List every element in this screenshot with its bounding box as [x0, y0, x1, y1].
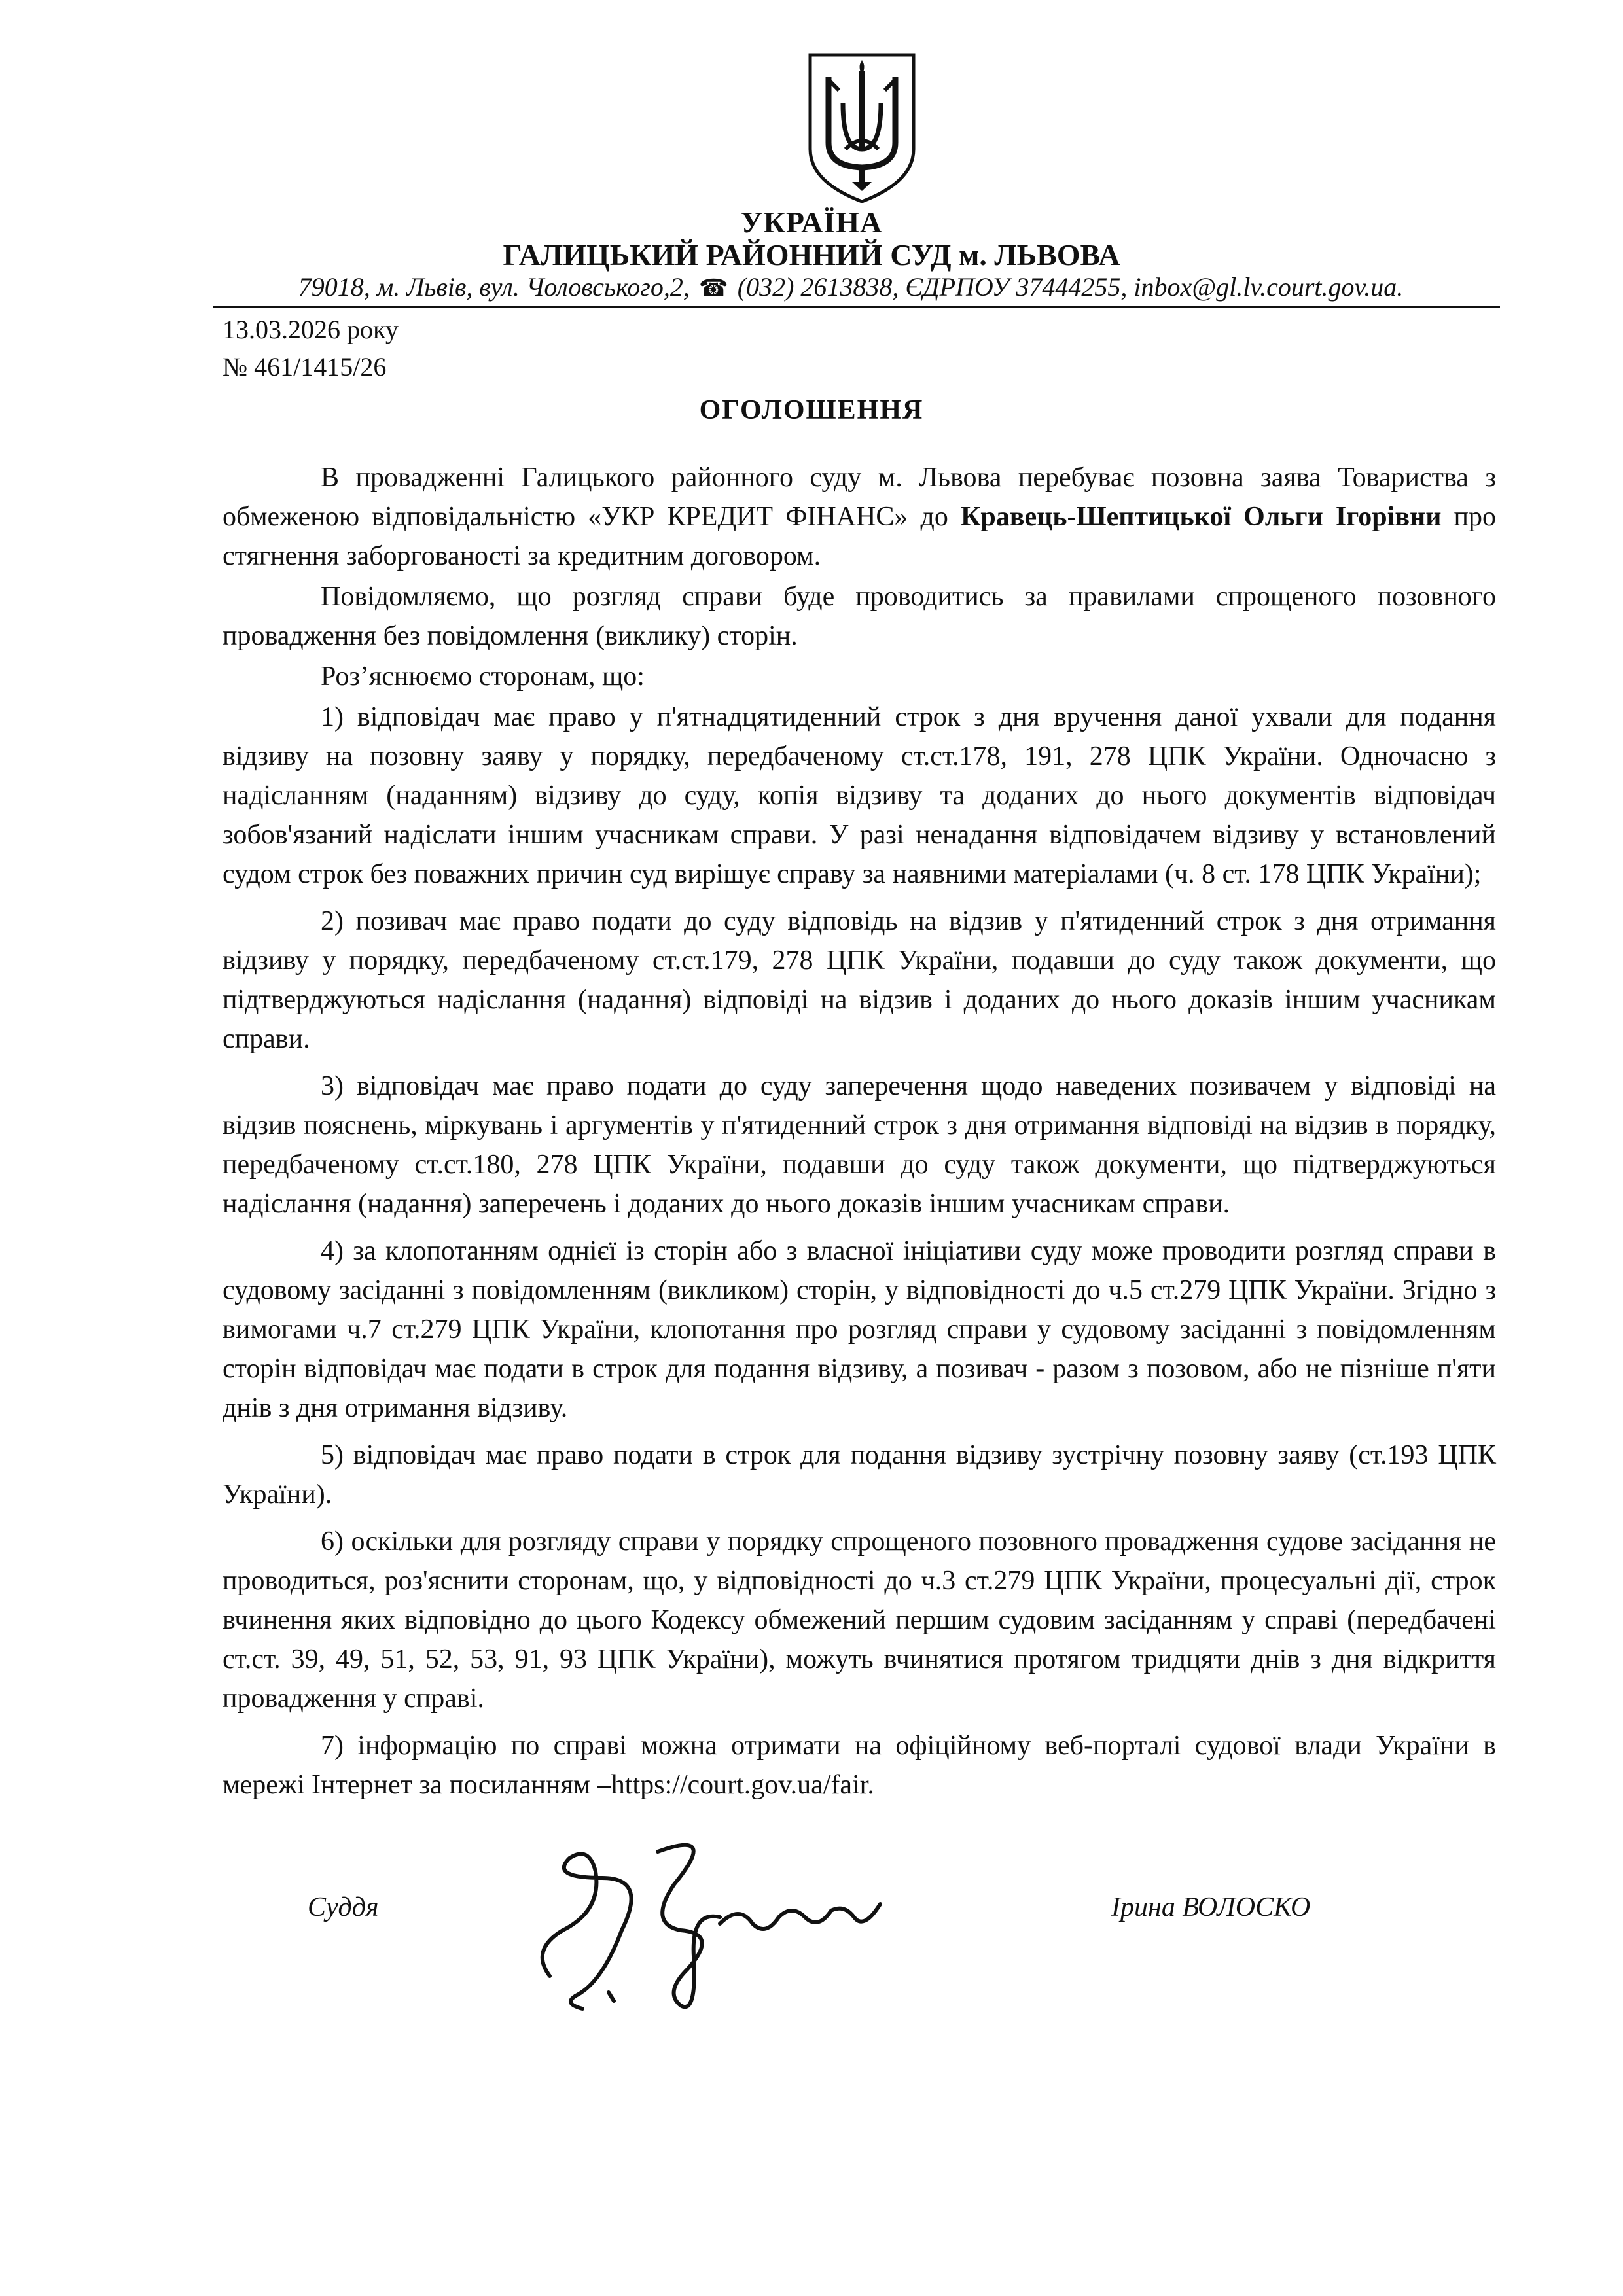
- address-line-right: (032) 2613838, ЄДРПОУ 37444255, inbox@gl.lv.court.gov.ua.: [730, 272, 1404, 302]
- ukraine-trident-icon: [806, 51, 918, 205]
- case-number: № 461/1415/26: [223, 352, 387, 381]
- telephone-icon: ☎: [698, 275, 728, 301]
- defendant-name: Кравець-Шептицької Ольги Ігорівни: [960, 502, 1442, 532]
- list-item-1: 1) відповідач має право у п'ятнадцятиденний строк з дня вручення даної ухвали для подання відзиву на позовну заяву у порядку, передбаченому ст.ст.178, 191, 278 ЦПК України. Одночасно з надісланням (наданням) відзиву до суду, копія відзиву та доданих до нього документів відповідач зобов'язаний надіслати іншим учасникам справи. У разі ненадання відповідачем відзиву у встановлений судом строк без поважних причин суд вирішує справу за наявними матеріалами (ч. 8 ст. 178 ЦПК України);: [223, 702, 1496, 889]
- list-item-4: 4) за клопотанням однієї із сторін або з власної ініціативи суду може проводити розгляд справи в судовому засіданні з повідомленням (викликом) сторін, у відповідності до ч.5 ст.279 ЦПК України. Згідно з вимогами ч.7 ст.279 ЦПК України, клопотання про розгляд справи у судовому засіданні з повідомленням сторін відповідач має подати в строк для подання відзиву, а позивач - разом з позовом, або не пізніше п'яти днів з дня отримання відзиву.: [223, 1236, 1496, 1423]
- court-address: [216, 271, 1486, 304]
- list-item-3: 3) відповідач має право подати до суду заперечення щодо наведених позивачем у відповіді на відзив пояснень, міркувань і аргументів у п'ятиденний строк з дня отримання відповіді на відзив в порядку, передбаченому ст.ст.180, 278 ЦПК України, подавши до суду також документи, що підтверджуються надіслання (надання) заперечень і доданих до нього доказів іншим учасникам справи.: [223, 1071, 1496, 1219]
- paragraph-procedure: Повідомляємо, що розгляд справи буде проводитись за правилами спрощеного позовного провадження без повідомлення (виклику) сторін.: [223, 582, 1496, 651]
- list-item-5: 5) відповідач має право подати в строк для подання відзиву зустрічну позовну заяву (ст.193 ЦПК України).: [223, 1440, 1496, 1510]
- paragraph-intro-start: В провадженні Галицького районного суду м. Львова перебуває позовна заява Товариства з обмеженою відповідальністю «УКР КРЕДИТ ФІНАНС» до: [223, 463, 1496, 532]
- judge-title: Суддя: [308, 1892, 379, 1922]
- country-heading: УКРАЇНА: [740, 205, 883, 239]
- paragraph-intro-end: про стягнення заборгованості за кредитним договором.: [223, 502, 1496, 571]
- court-name: ГАЛИЦЬКИЙ РАЙОННИЙ СУД м. ЛЬВОВА: [503, 238, 1120, 272]
- header-divider: [213, 306, 1500, 308]
- handwritten-signature: [524, 1832, 890, 2028]
- document-date: 13.03.2026 року: [223, 315, 399, 344]
- address-line-left: 79018, м. Львів, вул. Чоловського,2,: [298, 272, 696, 302]
- paragraph-intro: [223, 458, 1496, 576]
- judge-name: Ірина ВОЛОСКО: [1111, 1892, 1311, 1922]
- list-item-6: 6) оскільки для розгляду справи у порядку спрощеного позовного провадження судове засідання не проводиться, роз'яснити сторонам, що, у відповідності до ч.3 ст.279 ЦПК України, процесуальні дії, строк вчинення яких відповідно до цього Кодексу обмежений першим судовим засіданням у справі (передбачені ст.ст. 39, 49, 51, 52, 53, 91, 93 ЦПК України), можуть вчинятися протягом тридцяти днів з дня відкриття провадження у справі.: [223, 1527, 1496, 1714]
- list-item-2: 2) позивач має право подати до суду відповідь на відзив у п'ятиденний строк з дня отримання відзиву у порядку, передбаченому ст.ст.179, 278 ЦПК України, подавши до суду також документи, що підтверджуються надіслання (надання) відповіді на відзив і доданих до нього доказів іншим учасникам справи.: [223, 906, 1496, 1054]
- document-title: ОГОЛОШЕННЯ: [699, 395, 924, 425]
- document-body: [223, 458, 1496, 1812]
- list-item-7: 7) інформацію по справі можна отримати на офіційному веб-порталі судової влади України в мережі Інтернет за посиланням –https://court.gov.ua/fair.: [223, 1731, 1496, 1800]
- paragraph-explanation-lead: Роз’яснюємо сторонам, що:: [321, 662, 645, 692]
